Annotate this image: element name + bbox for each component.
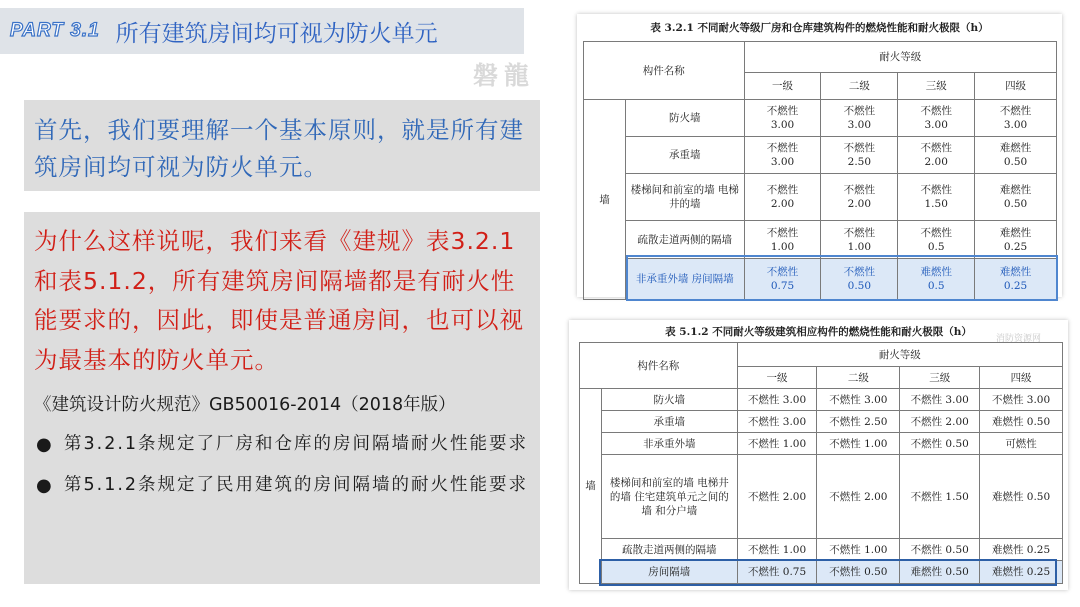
reference-title: 《建筑设计防火规范》GB50016-2014（2018年版） — [34, 395, 456, 415]
table-cell: 不燃性 3.00 — [900, 389, 980, 411]
table-cell: 难燃性 0.25 — [980, 561, 1063, 584]
table-cell: 可燃性 — [980, 433, 1063, 455]
table-cell: 不燃性 2.00 — [821, 174, 898, 221]
watermark-text: 消防资源网 — [996, 334, 1042, 344]
header-cell: 二级 — [821, 73, 898, 100]
page-title: 所有建筑房间均可视为防火单元 — [115, 20, 438, 47]
table-cell: 不燃性 0.75 — [737, 561, 817, 584]
table-cell: 不燃性 2.00 — [737, 455, 817, 539]
row-name-cell: 疏散走道两侧的隔墙 — [625, 221, 744, 259]
table-cell: 不燃性 3.00 — [980, 389, 1063, 411]
title-bar — [0, 8, 524, 54]
bullet-list — [34, 426, 540, 504]
bullet-item — [34, 426, 540, 463]
table-cell: 不燃性 1.00 — [744, 221, 821, 259]
table-cell: 不燃性 3.00 — [975, 100, 1057, 137]
table-header-row — [584, 42, 1057, 73]
table-cell: 不燃性 2.50 — [821, 137, 898, 174]
header-cell: 四级 — [975, 73, 1057, 100]
table-cell: 难燃性 0.5 — [898, 259, 975, 300]
table-row — [580, 433, 1063, 455]
header-cell: 构件名称 — [584, 42, 745, 100]
bullet-text: 第5.1.2条规定了民用建筑的房间隔墙的耐火性能要求 — [64, 475, 529, 495]
table-cell: 不燃性 1.00 — [737, 539, 817, 561]
table-cell: 不燃性 2.00 — [898, 137, 975, 174]
table-cell: 不燃性 2.50 — [817, 411, 900, 433]
table-cell: 难燃性 0.25 — [975, 259, 1057, 300]
row-name-cell: 非承重外墙 — [601, 433, 737, 455]
table-cell: 难燃性 0.50 — [975, 137, 1057, 174]
category-cell: 墙 — [584, 100, 626, 300]
table-5-1-2 — [579, 342, 1063, 584]
table-cell: 不燃性 0.50 — [821, 259, 898, 300]
bullet-icon: ● — [36, 434, 54, 455]
table-cell: 难燃性 0.50 — [975, 174, 1057, 221]
header-cell: 一级 — [744, 73, 821, 100]
table-row-highlighted — [580, 561, 1063, 584]
header-cell: 一级 — [737, 367, 817, 389]
table-cell: 难燃性 0.25 — [975, 221, 1057, 259]
bullet-text: 第3.2.1条规定了厂房和仓库的房间隔墙耐火性能要求 — [64, 434, 529, 454]
table-cell: 难燃性 0.50 — [980, 411, 1063, 433]
table-row — [580, 389, 1063, 411]
header-cell: 耐火等级 — [737, 343, 1062, 367]
row-name-cell: 承重墙 — [625, 137, 744, 174]
row-name-cell: 疏散走道两侧的隔墙 — [601, 539, 737, 561]
table-cell: 不燃性 0.50 — [817, 561, 900, 584]
table-row — [580, 539, 1063, 561]
table-cell: 不燃性 3.00 — [821, 100, 898, 137]
table-caption: 表 5.1.2 不同耐火等级建筑相应构件的燃烧性能和耐火极限（h） — [665, 326, 972, 338]
table-cell: 不燃性 3.00 — [737, 389, 817, 411]
table-cell: 不燃性 0.50 — [900, 433, 980, 455]
row-name-cell: 楼梯间和前室的墙 电梯井的墙 住宅建筑单元之间的墙 和分户墙 — [601, 455, 737, 539]
table-row — [584, 137, 1057, 174]
table-cell: 不燃性 1.00 — [817, 433, 900, 455]
table-cell: 不燃性 3.00 — [898, 100, 975, 137]
part-label: PART 3.1 — [10, 20, 100, 41]
table-3-2-1-panel — [577, 14, 1062, 297]
table-cell: 不燃性 1.50 — [900, 455, 980, 539]
table-cell: 难燃性 0.50 — [900, 561, 980, 584]
table-row — [584, 174, 1057, 221]
table-cell: 不燃性 0.50 — [900, 539, 980, 561]
table-row-highlighted — [584, 259, 1057, 300]
table-row — [580, 455, 1063, 539]
header-cell: 四级 — [980, 367, 1063, 389]
header-cell: 二级 — [817, 367, 900, 389]
watermark-logo: 磐龍 — [473, 61, 536, 90]
bullet-item — [34, 467, 540, 504]
principle-text: 首先，我们要理解一个基本原则，就是所有建筑房间均可视为防火单元。 — [34, 116, 524, 181]
row-name-cell: 房间隔墙 — [601, 561, 737, 584]
category-cell: 墙 — [580, 389, 602, 584]
table-row — [580, 411, 1063, 433]
header-cell: 三级 — [898, 73, 975, 100]
table-cell: 不燃性 3.00 — [817, 389, 900, 411]
table-row — [584, 100, 1057, 137]
table-cell: 不燃性 3.00 — [737, 411, 817, 433]
table-caption: 表 3.2.1 不同耐火等级厂房和仓库建筑构件的燃烧性能和耐火极限（h） — [650, 22, 989, 34]
table-cell: 不燃性 1.00 — [821, 221, 898, 259]
table-cell: 不燃性 0.75 — [744, 259, 821, 300]
table-cell: 不燃性 1.00 — [737, 433, 817, 455]
table-cell: 不燃性 3.00 — [744, 137, 821, 174]
row-name-cell: 非承重外墙 房间隔墙 — [625, 259, 744, 300]
table-5-1-2-panel — [569, 320, 1068, 590]
reason-text: 为什么这样说呢，我们来看《建规》表3.2.1和表5.1.2，所有建筑房间隔墙都是有耐火性能要求的，因此，即使是普通房间，也可以视为最基本的防火单元。 — [34, 227, 524, 374]
header-cell: 三级 — [900, 367, 980, 389]
row-name-cell: 承重墙 — [601, 411, 737, 433]
bullet-icon: ● — [36, 475, 54, 496]
table-cell: 不燃性 3.00 — [744, 100, 821, 137]
table-cell: 不燃性 1.00 — [817, 539, 900, 561]
table-cell: 难燃性 0.50 — [980, 455, 1063, 539]
table-cell: 不燃性 0.5 — [898, 221, 975, 259]
explanation-box — [24, 212, 540, 584]
row-name-cell: 楼梯间和前室的墙 电梯井的墙 — [625, 174, 744, 221]
table-row — [584, 221, 1057, 259]
table-cell: 不燃性 2.00 — [900, 411, 980, 433]
table-cell: 不燃性 2.00 — [744, 174, 821, 221]
table-header-row — [580, 343, 1063, 367]
header-cell: 构件名称 — [580, 343, 738, 389]
table-cell: 不燃性 1.50 — [898, 174, 975, 221]
principle-box — [24, 100, 540, 191]
header-cell: 耐火等级 — [744, 42, 1056, 73]
table-cell: 不燃性 2.00 — [817, 455, 900, 539]
table-3-2-1 — [583, 41, 1057, 300]
row-name-cell: 防火墙 — [601, 389, 737, 411]
table-cell: 难燃性 0.25 — [980, 539, 1063, 561]
row-name-cell: 防火墙 — [625, 100, 744, 137]
